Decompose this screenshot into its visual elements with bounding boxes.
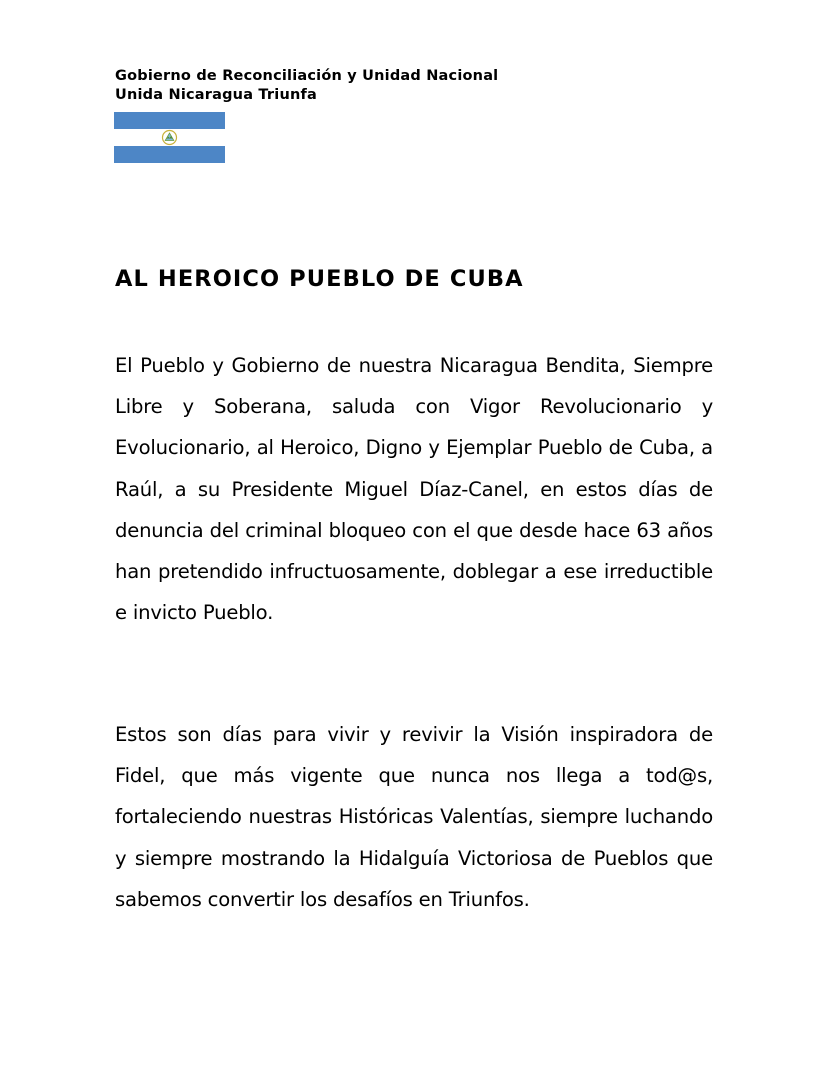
flag-top-stripe bbox=[114, 112, 225, 129]
letterhead bbox=[115, 67, 498, 105]
body-paragraph-1: El Pueblo y Gobierno de nuestra Nicaragua Bendita, Siempre Libre y Soberana, saluda con Vigor Revolucionario y Evolucionario, al Heroico, Digno y Ejemplar Pueblo de Cuba, a Raúl, a su Presidente Miguel Díaz-Canel, en estos días de denuncia del criminal bloqueo con el que desde hace 63 años han pretendido infructuosamente, doblegar a ese irreductible e invicto Pueblo. bbox=[115, 354, 713, 625]
body-paragraph-2: Estos son días para vivir y revivir la Visión inspiradora de Fidel, que más vigente que nunca nos llega a tod@s, fortaleciendo nuestras Históricas Valentías, siempre luchando y siempre mostrando la Hidalguía Victoriosa de Pueblos que sabemos convertir los desafíos en Triunfos. bbox=[115, 723, 713, 911]
flag-bottom-stripe bbox=[114, 146, 225, 163]
nicaragua-flag-icon bbox=[114, 112, 225, 163]
letterhead-slogan: Unida Nicaragua Triunfa bbox=[115, 87, 317, 103]
letterhead-government-name: Gobierno de Reconciliación y Unidad Nacional bbox=[115, 68, 499, 84]
letter-title: AL HEROICO PUEBLO DE CUBA bbox=[115, 266, 524, 292]
